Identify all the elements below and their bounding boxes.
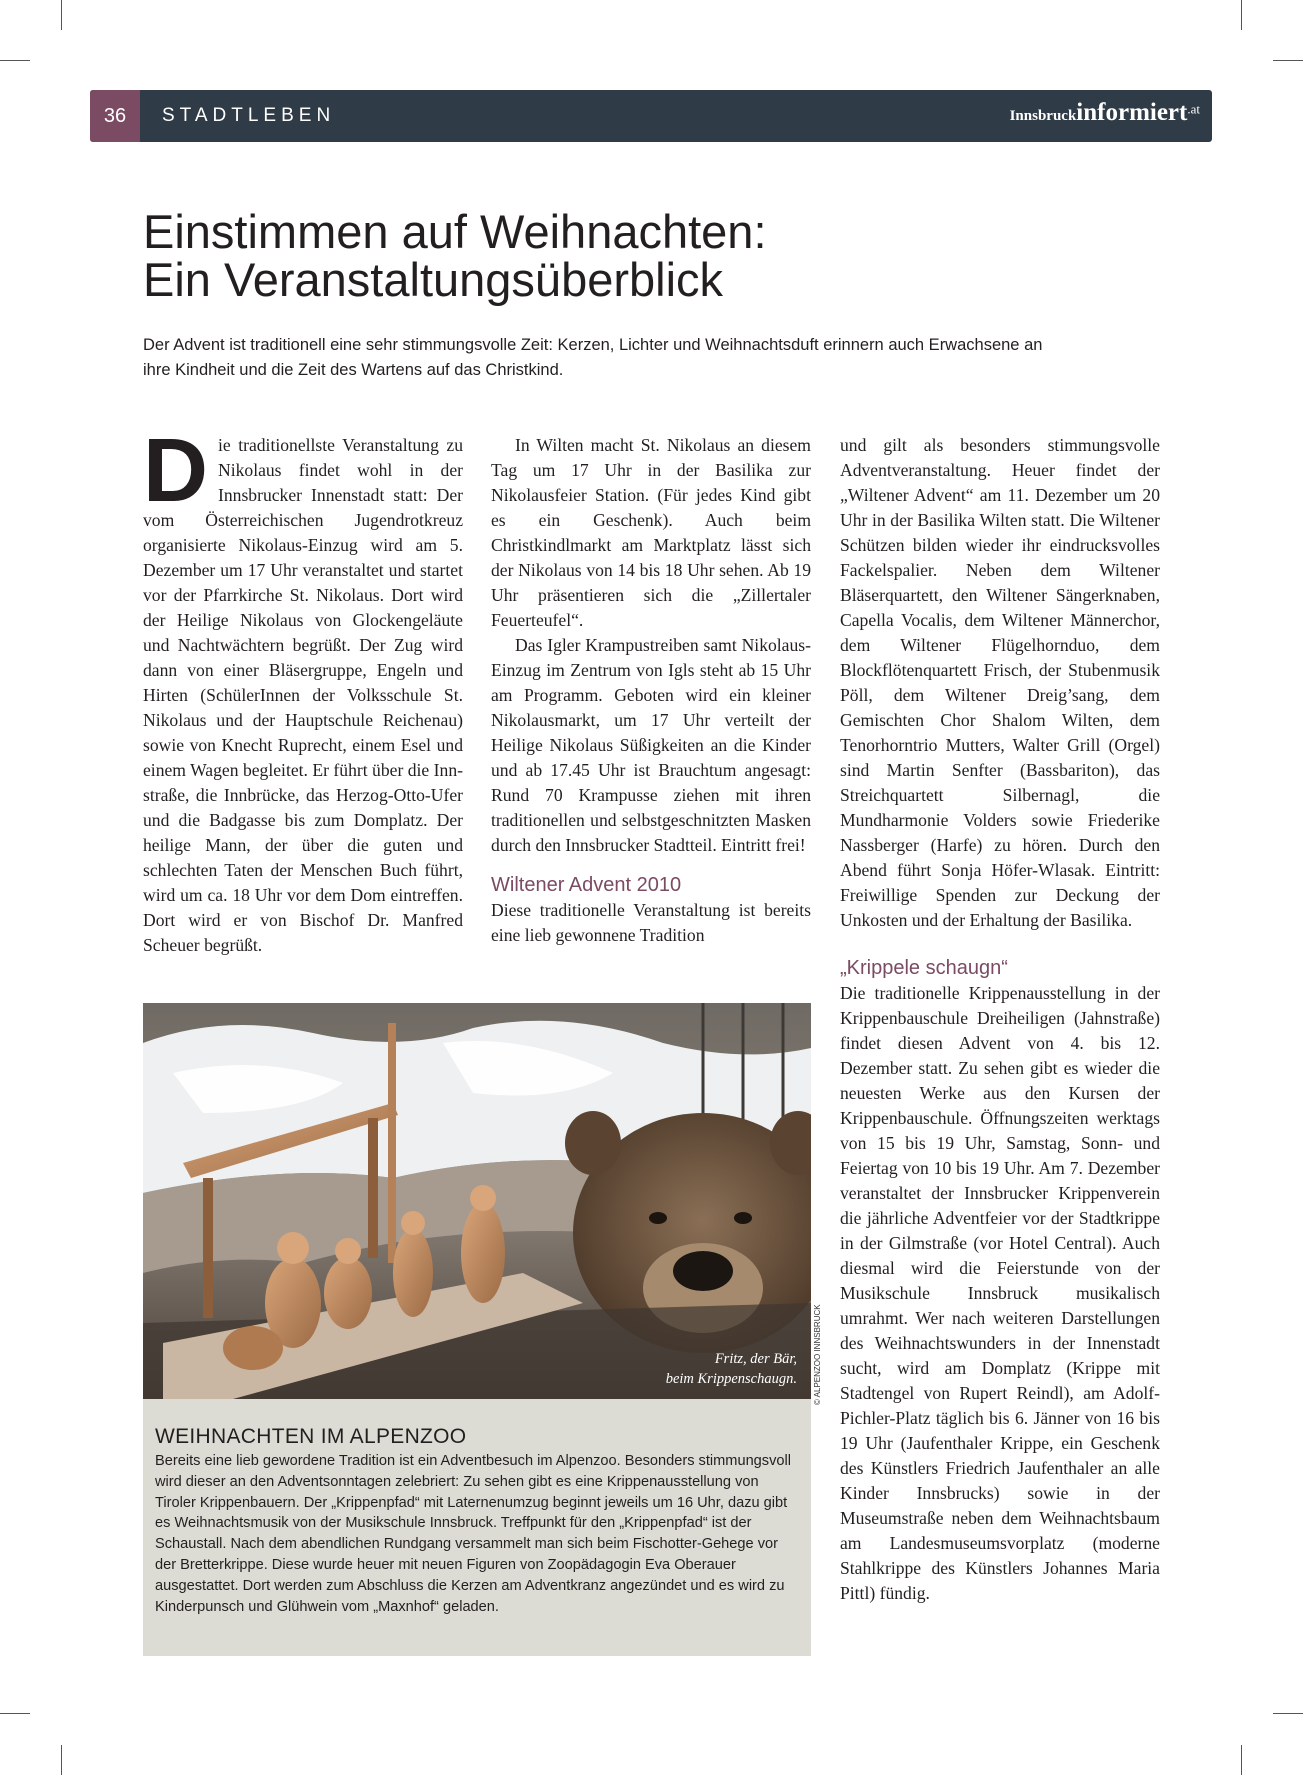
paragraph: Das Igler Krampustreiben samt Nikolaus-Einzug im Zentrum von Igls steht ab 15 Uhr am Programm. Geboten wird ein kleiner Nikolausmarkt, um 17 Uhr verteilt der Heilige Nikolaus Süßigkeiten an die Kinder und ab 17.45 Uhr ist Brauchtum angesagt: Rund 70 Krampusse ziehen mit ihren traditionellen und selbstgeschnitzten Masken durch den Innsbrucker Stadtteil. Eintritt frei! — [491, 635, 811, 855]
title-line-2: Ein Veranstaltungsüberblick — [143, 253, 724, 306]
crop-mark — [1273, 60, 1303, 61]
subheading: Wiltener Advent 2010 — [491, 874, 682, 896]
page-header — [90, 90, 1212, 142]
crop-mark — [1241, 1745, 1242, 1775]
paragraph: Diese traditionelle Veranstaltung ist bereits eine lieb gewonnene Tradition — [491, 900, 811, 945]
brand-logo — [1010, 99, 1200, 127]
crop-mark — [0, 1713, 30, 1714]
brand-small: Innsbruck — [1009, 108, 1077, 124]
crop-mark — [1273, 1713, 1303, 1714]
page-title — [143, 205, 1143, 306]
article-column-2 — [491, 433, 811, 948]
subheading: „Krippele schaugn“ — [840, 957, 1008, 979]
crop-mark — [61, 0, 62, 30]
title-line-1: Einstimmen auf Weihnachten: — [143, 205, 767, 258]
paragraph — [143, 421, 463, 958]
drop-cap: D — [143, 421, 208, 521]
crop-mark — [61, 1745, 62, 1775]
crop-mark — [0, 60, 30, 61]
paragraph: Die traditionelle Krippenausstellung in der Krippenbauschule Dreiheiligen (Jahnstraße) findet diesen Advent von 4. bis 12. Dezember statt. Zu sehen gibt es wieder die neuesten Werke aus den Kursen der Krippenbauschule. Öffnungszeiten werktags von 15 bis 19 Uhr, Samstag, Sonn- und Feiertag von 10 bis 19 Uhr. Am 7. Dezember veranstaltet der Innsbrucker Krippenverein die jährliche Adventfeier vor der Stadtkrippe in der Gilmstraße (vor Hotel Central). Auch diesmal wird die Feierstunde von der Musikschule Innsbruck musikalisch umrahmt. Wer nach weiteren Darstellungen des Weihnachtswunders in der Innenstadt sucht, wird am Domplatz (Krippe mit Stadtengel von Rupert Reindl), am Adolf-Pichler-Platz täglich bis 6. Jänner von 16 bis 19 Uhr (Jaufenthaler Krippe, ein Geschenk des Künstlers Friedrich Jaufenthaler an alle Kinder Innsbrucks) sowie in der Museumstraße neben dem Weihnachtsbaum am Landesmuseumsvorplatz (moderne Stahlkrippe des Künstlers Johannes Maria Pittl) fündig. — [840, 983, 1160, 1603]
photo-caption — [497, 1349, 811, 1389]
info-box-text: Bereits eine lieb gewordene Tradition ist ein Adventbesuch im Alpenzoo. Besonders stimmungsvoll wird dieser an den Adventsonntagen zelebriert: Zu sehen gibt es eine Krippenausstellung von Tiroler Krippenbauern. Der „Krippenpfad“ mit Laternenumzug beginnt jeweils um 16 Uhr, dazu gibt es Weihnachtsmusik von der Musikschule Innsbruck. Treffpunkt für den „Krippenpfad“ ist der Schaustall. Nach dem abendlichen Rundgang versammelt man sich beim Fischotter-Gehege vor der Bretterkrippe. Diese wurde heuer mit neuen Figuren von Zoopädagogin Eva Oberauer ausgestattet. Dort werden zum Abschluss die Kerzen am Adventkranz angezündet und es wird zu Kinderpunsch und Glühwein vom „Maxnhof“ geladen. — [155, 1453, 791, 1615]
caption-line-1: Fritz, der Bär, — [714, 1351, 797, 1367]
caption-line-2: beim Krippenschaugn. — [665, 1371, 797, 1387]
crop-mark — [1241, 0, 1242, 30]
lead-paragraph: Der Advent ist traditionell eine sehr stimmungsvolle Zeit: Kerzen, Lichter und Weihnachtsduft erinnern auch Erwachsene an ihre Kindheit und die Zeit des Wartens auf das Christkind. — [143, 336, 1043, 379]
article-column-3 — [840, 433, 1160, 1606]
paragraph: In Wilten macht St. Nikolaus an diesem Tag um 17 Uhr in der Basilika zur Nikolausfeier Station. (Für jedes Kind gibt es ein Geschenk). Auch beim Christkindlmarkt am Marktplatz lässt sich der Nikolaus von 14 bis 18 Uhr sehen. Ab 19 Uhr präsentieren sich die „Zillertaler Feuerteufel“. — [491, 435, 811, 630]
photo-credit: © ALPENZOO INNSBRUCK — [813, 1304, 822, 1405]
paragraph: und gilt als besonders stimmungsvolle Adventveranstaltung. Heuer findet der „Wiltener Advent“ am 11. Dezember um 20 Uhr in der Basilika Wilten statt. Die Wiltener Schützen bilden wieder ihr eindrucksvolles Fackelspalier. Neben dem Wiltener Bläserquartett, den Wiltener Sängerknaben, Capella Vocalis, dem Wiltener Männerchor, dem Wiltener Flügelhornduo, dem Blockflötenquartett Frisch, der Stubenmusik Pöll, dem Wiltener Dreig’sang, dem Gemischten Chor Shalom Wilten, dem Tenorhorntrio Mutters, Walter Grill (Orgel) sind Martin Senfter (Bassbariton), das Streichquartett Silbernagl, die Mundharmonie Volders sowie Friederike Nassberger (Harfe) zu hören. Durch den Abend führt Sonja Höfer-Wlasak. Eintritt: Freiwillige Spenden zur Deckung der Unkosten und der Erhaltung der Basilika. — [840, 435, 1160, 930]
article-column-1 — [143, 421, 463, 958]
photo-bear-nativity — [143, 1003, 811, 1399]
photo-illustration — [143, 1003, 811, 1399]
brand-tld: .at — [1187, 101, 1200, 117]
section-label: STADTLEBEN — [162, 105, 336, 126]
paragraph-text: ie traditionellste Veranstaltung zu Nikolaus findet wohl in der Innsbrucker Innenstadt statt: Der vom Österreichischen Jugendrotkreuz organisierte Nikolaus-Einzug wird am 5. Dezember um 17 Uhr veranstaltet und startet vor der Pfarrkirche St. Nikolaus. Dort wird der Heilige Nikolaus von Glockengeläute und Nachtwächtern begrüßt. Der Zug wird dann von einer Bläsergruppe, Engeln und Hirten (SchülerInnen der Volksschule St. Nikolaus und der Hauptschule Reichenau) sowie von Knecht Ruprecht, einem Esel und einem Wagen begleitet. Er führt über die Innstraße, die Innbrücke, das Herzog-Otto-Ufer und die Badgasse bis zum Domplatz. Der heilige Mann, der über die guten und schlechten Taten der Menschen Buch führt, wird um ca. 18 Uhr vor dem Dom eintreffen. Dort wird er von Bischof Dr. Manfred Scheuer begrüßt. — [143, 435, 463, 955]
page-number: 36 — [90, 90, 140, 142]
info-box-title: WEIHNACHTEN IM ALPENZOO — [155, 1425, 467, 1448]
info-box — [143, 1399, 811, 1656]
brand-large: informiert — [1076, 99, 1188, 126]
